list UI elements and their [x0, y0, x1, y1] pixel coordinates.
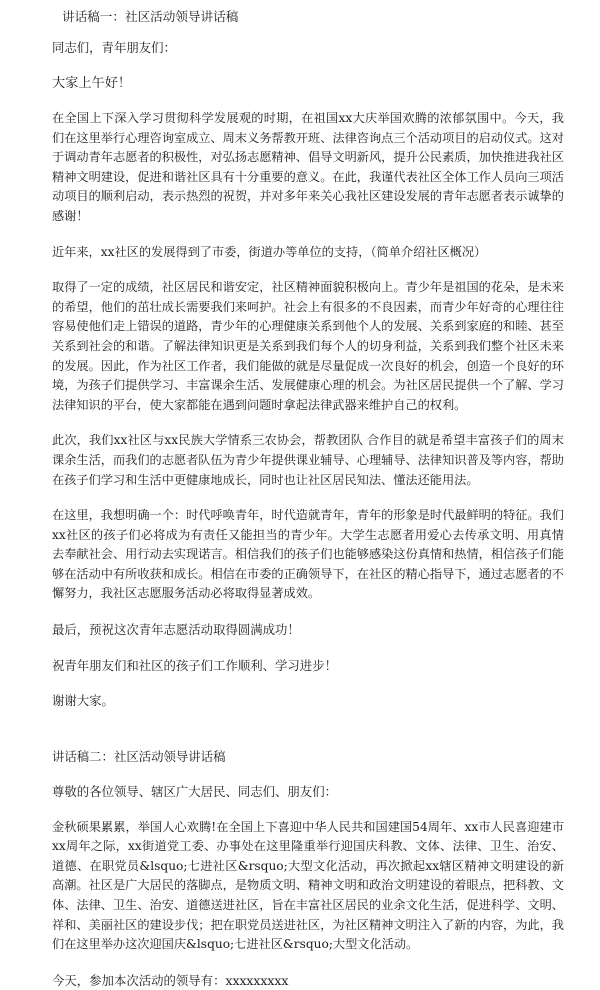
spacer — [52, 802, 564, 818]
speech1-paragraph-5: 在这里，我想明确一个：时代呼唤青年，时代造就青年，青年的形象是时代最鲜明的特征。我们xx社区的孩子们必将成为有责任又能担当的青少年。大学生志愿者用爱心去传承文明、用真情去奉献社会、用行动去实现诺言。相信我们的孩子们也能够感染这份真情和热情，相信孩子们能够在活动中有所收获和成长。相信在市委的正确领导下，在社区的精心指导下，通过志愿者的不懈努力，我社区志愿服务活动必将取得显著成效。 — [52, 508, 564, 601]
spacer — [52, 675, 564, 691]
spacer — [52, 26, 564, 38]
speech1-greeting: 大家上午好！ — [52, 75, 132, 91]
speech1-paragraph-6: 最后，预祝这次青年志愿活动取得圆满成功！ — [52, 622, 300, 638]
spacer — [52, 640, 564, 656]
spacer — [52, 262, 564, 278]
speech1-paragraph-1: 在全国上下深入学习贯彻科学发展观的时期，在祖国xx大庆举国欢腾的浓郁氛围中。今天，我们在这里举行心理咨询室成立、周末义务帮教开班、法律咨询点三个活动项目的启动仪式。这对于调动青年志愿者的积极性，对弘扬志愿精神、倡导文明新风，提升公民素质，加快推进我社区精神文明建设，促进和谐社区具有十分重要的意义。在此，我谨代表社区全体工作人员向三项活动项目的顺利启动，表示热烈的祝贺，并对多年来关心我社区建设发展的青年志愿者表示诚挚的感谢！ — [52, 111, 564, 223]
spacer — [52, 93, 564, 109]
speech2-paragraph-1: 金秋硕果累累，举国人心欢腾!在全国上下喜迎中华人民共和国建国54周年、xx市人民喜迎建市xx周年之际，xx街道党工委、办事处在这里隆重举行迎国庆科教、文体、法律、卫生、治安、道德、在职党员&lsquo;七进社区&rsquo;大型文化活动，再次掀起xx辖区精神文明建设的新高潮。社区是广大居民的落脚点，是物质文明、精神文明和政治文明建设的着眼点，把科教、文体、法律、卫生、治安、道德送进社区，旨在丰富社区居民的业余文化生活，促进科学、文明、祥和、美丽社区的建设步伐；把在职党员送进社区，为社区精神文明注入了新的内容，为此，我们在这里举办这次迎国庆&lsquo;七进社区&rsquo;大型文化活动。 — [52, 819, 564, 952]
speech1-paragraph-2: 近年来，xx社区的发展得到了市委，街道办等单位的支持，（简单介绍社区概况） — [52, 244, 487, 259]
speech2-salutation: 尊敬的各位领导、辖区广大居民、同志们、朋友们： — [52, 784, 337, 800]
speech1-closing: 谢谢大家。 — [52, 693, 114, 709]
speech2-title: 讲话稿二：社区活动领导讲话稿 — [52, 748, 226, 764]
spacer — [52, 955, 564, 971]
spacer — [52, 604, 564, 620]
spacer — [52, 415, 564, 431]
speech1-salutation: 同志们，青年朋友们： — [52, 40, 176, 55]
spacer — [52, 711, 564, 747]
speech1-paragraph-4: 此次，我们xx社区与xx民族大学情系三农协会，帮教团队 合作目的就是希望丰富孩子们的周末课余生活，而我们的志愿者队伍为青少年提供课业辅导、心理辅导、法律知识普及等内容，帮助在孩子们学习和生活中更健康地成长，同时也让社区居民知法、懂法还能用法。 — [52, 433, 564, 487]
speech1-title: 讲话稿一：社区活动领导讲话稿 — [62, 9, 239, 24]
spacer — [52, 227, 564, 243]
spacer — [52, 58, 564, 74]
spacer — [52, 766, 564, 782]
spacer — [52, 490, 564, 506]
speech1-paragraph-3: 取得了一定的成绩，社区居民和谐安定，社区精神面貌积极向上。青少年是祖国的花朵，是未来的希望，他们的茁壮成长需要我们来呵护。社会上有很多的不良因素，而青少年好奇的心理往往容易使他们走上错误的道路，青少年的心理健康关系到他个人的发展、关系到家庭的和睦、甚至关系到社会的和谐。了解法律知识更是关系到我们每个人的切身利益，关系到我们整个社区未来的发展。因此，作为社区工作者，我们能做的就是尽量促成一次良好的机会，创造一个良好的环境，为孩子们提供学习、丰富课余生活、发展健康心理的机会。为社区居民提供一个了解、学习法律知识的平台，使大家都能在遇到问题时拿起法律武器来维护自己的权利。 — [52, 280, 564, 412]
speech2-paragraph-2: 今天，参加本次活动的领导有：xxxxxxxxx — [52, 972, 289, 988]
speech1-paragraph-7: 祝青年朋友们和社区的孩子们工作顺利、学习进步！ — [52, 657, 337, 673]
